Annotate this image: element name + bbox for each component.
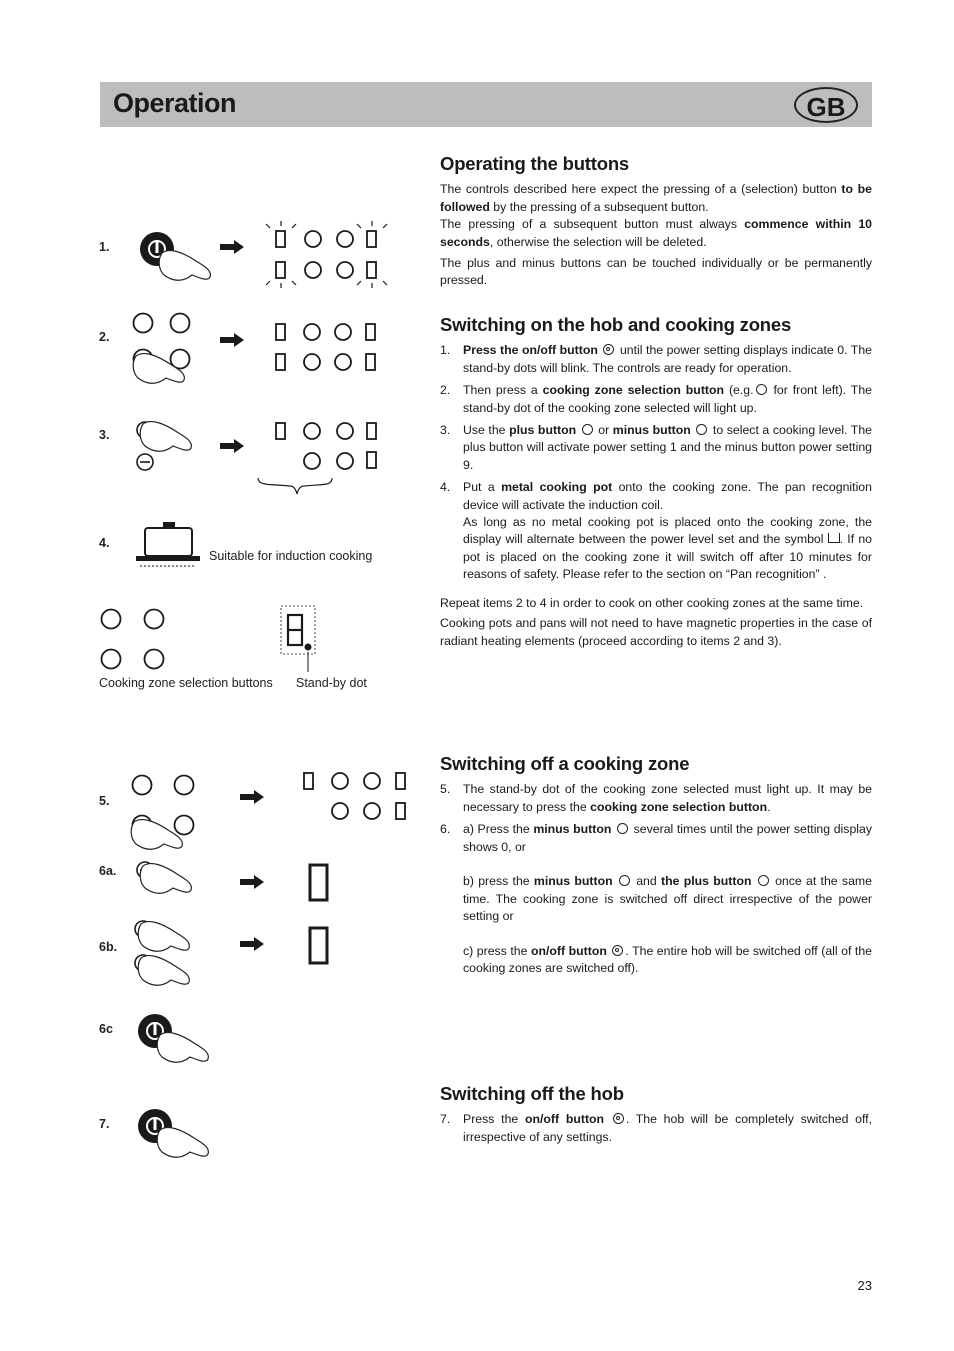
steps-list [440,781,872,977]
section-heading: Switching off the hob [440,1083,624,1104]
list-item: 6. a) Press the minus button several times until the power setting display shows 0, or b) press the minus button and the plus button once at the same time. The cooking zone is switched off direct irrespective of the power setting or c) press the on/off button . The entire hob will be switched off (all of the cooking zones are switched off). [440,822,872,976]
minus-icon [696,424,707,435]
selection-buttons-caption: Cooking zone selection buttons [99,676,273,690]
on-off-icon [612,945,623,956]
page-title: Operation [113,88,237,118]
language-badge: GB [794,87,858,123]
page-number: 23 [857,1278,872,1293]
paragraph: The plus and minus buttons can be touched individually or be permanently pressed. [440,256,872,288]
figure-step-4-label: 4. [99,536,110,550]
paragraph: Repeat items 2 to 4 in order to cook on other cooking zones at the same time. [440,595,864,610]
paragraph: The controls described here expect the pressing of a (selection) button to be followed by the pressing of a subsequent button. [440,182,873,214]
on-off-icon [613,1113,624,1124]
figure-step-6c-label: 6c [99,1022,113,1036]
section-heading: Switching on the hob and cooking zones [440,314,792,335]
list-item: 7. Press the on/off button . The hob will be completely switched off, irrespective of any settings. [440,1112,872,1144]
pan-symbol-icon [828,533,840,543]
zone-button-icon [756,384,767,395]
figure-step-2-label: 2. [99,330,110,344]
figure-step-3-label: 3. [99,428,110,442]
figure-step-6b-label: 6b. [99,940,118,954]
section-heading: Operating the buttons [440,153,630,174]
steps-list [440,342,872,583]
figure-step-6a-label: 6a. [99,864,117,878]
figure-step-7-label: 7. [99,1117,110,1131]
section-switching-off-hob [440,1085,872,1151]
list-item: 3. Use the plus button or minus button to select a cooking level. The plus button will activate power setting 1 and the minus button power setting 9. [440,423,873,472]
section-heading: Switching off a cooking zone [440,753,690,774]
list-item: 1. Press the on/off button until the power setting displays indicate 0. The stand-by dots will blink. The controls are ready for operation. [440,343,872,375]
section-switching-off-zone [440,755,872,983]
paragraph: Cooking pots and pans will not need to have magnetic properties in the case of radiant heating elements (proceed according to items 2 and 3). [440,616,872,648]
section-operating-buttons [440,155,872,290]
figure-step-1-label: 1. [99,240,110,254]
section-switching-on [440,316,872,650]
minus-icon [617,823,628,834]
standby-dot-caption: Stand-by dot [296,676,367,690]
induction-caption: Suitable for induction cooking [209,549,373,563]
on-off-icon [603,344,614,355]
list-item: 4. Put a metal cooking pot onto the cooking zone. The pan recognition device will activate the induction coil. As long as no metal cooking pot is placed onto the cooking zone, the display will alternate between the power level set and the symbol . If no pot is placed on the cooking zone it will switch off after 10 minutes for reasons of safety. Please refer to the section on “Pan recognition” . [440,480,873,582]
plus-icon [758,875,769,886]
paragraph: The pressing of a subsequent button must always commence within 10 seconds, otherwise the selection will be deleted. [440,217,872,249]
minus-icon [619,875,630,886]
steps-list [440,1111,872,1146]
list-item: 5. The stand-by dot of the cooking zone selected must light up. It may be necessary to press the cooking zone selection button. [440,782,872,814]
plus-icon [582,424,593,435]
figure-step-5-label: 5. [99,794,110,808]
list-item: 2. Then press a cooking zone selection button (e.g. for front left). The stand-by dot of the cooking zone selected will light up. [440,383,872,415]
